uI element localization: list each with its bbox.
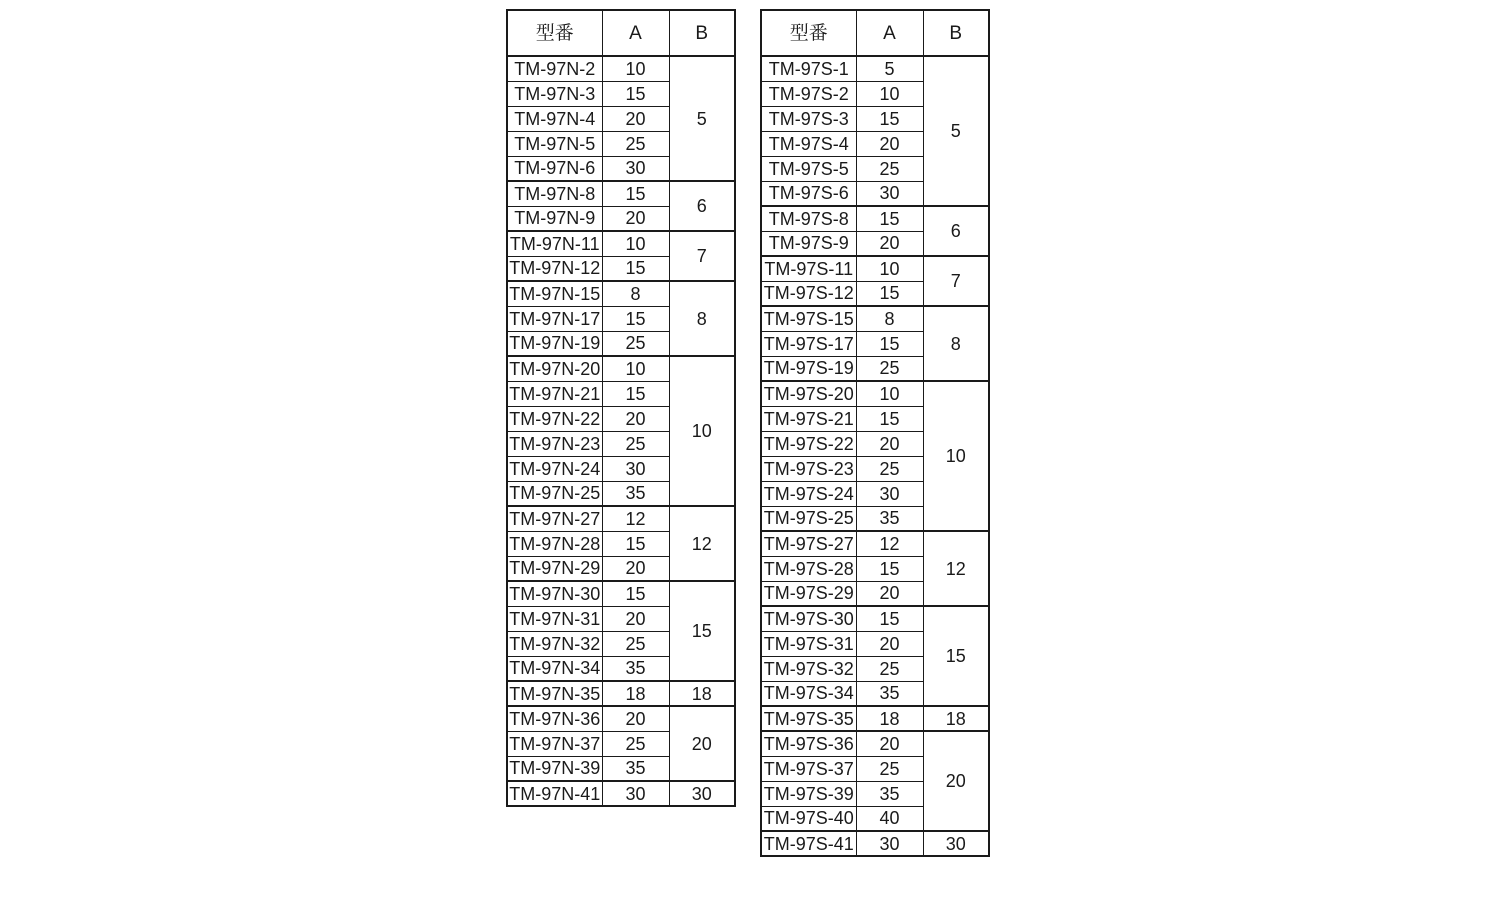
model-number-cell: TM-97N-5 — [507, 131, 602, 156]
model-number-cell: TM-97N-15 — [507, 281, 602, 306]
a-value-cell: 30 — [602, 781, 669, 806]
b-value-cell: 5 — [923, 56, 989, 206]
parts-table-97s — [760, 9, 990, 857]
b-value-cell: 12 — [923, 531, 989, 606]
table-header-row — [507, 10, 735, 56]
parts-table-97n — [506, 9, 736, 807]
model-number-cell: TM-97N-2 — [507, 56, 602, 81]
b-value-cell: 12 — [669, 506, 735, 581]
column-header-model: 型番 — [761, 10, 856, 56]
a-value-cell: 15 — [856, 281, 923, 306]
model-number-cell: TM-97N-21 — [507, 381, 602, 406]
b-value-cell: 18 — [923, 706, 989, 731]
model-number-cell: TM-97S-2 — [761, 81, 856, 106]
model-number-cell: TM-97N-12 — [507, 256, 602, 281]
a-value-cell: 30 — [856, 481, 923, 506]
model-number-cell: TM-97N-32 — [507, 631, 602, 656]
model-number-cell: TM-97S-5 — [761, 156, 856, 181]
model-number-cell: TM-97N-34 — [507, 656, 602, 681]
a-value-cell: 15 — [602, 306, 669, 331]
a-value-cell: 30 — [602, 456, 669, 481]
a-value-cell: 25 — [856, 356, 923, 381]
model-number-cell: TM-97S-31 — [761, 631, 856, 656]
a-value-cell: 35 — [602, 656, 669, 681]
a-value-cell: 20 — [602, 206, 669, 231]
a-value-cell: 15 — [856, 406, 923, 431]
a-value-cell: 15 — [856, 606, 923, 631]
column-header-b: B — [923, 10, 989, 56]
b-value-cell: 30 — [923, 831, 989, 856]
model-number-cell: TM-97S-20 — [761, 381, 856, 406]
table-row — [507, 581, 735, 606]
table-row — [761, 531, 989, 556]
a-value-cell: 18 — [602, 681, 669, 706]
a-value-cell: 30 — [602, 156, 669, 181]
spec-table-tm-97n — [506, 9, 736, 807]
model-number-cell: TM-97S-37 — [761, 756, 856, 781]
a-value-cell: 25 — [856, 656, 923, 681]
model-number-cell: TM-97S-32 — [761, 656, 856, 681]
model-number-cell: TM-97N-31 — [507, 606, 602, 631]
a-value-cell: 15 — [602, 181, 669, 206]
model-number-cell: TM-97S-17 — [761, 331, 856, 356]
a-value-cell: 20 — [856, 631, 923, 656]
b-value-cell: 20 — [923, 731, 989, 831]
a-value-cell: 25 — [856, 156, 923, 181]
a-value-cell: 20 — [602, 706, 669, 731]
a-value-cell: 20 — [856, 581, 923, 606]
model-number-cell: TM-97S-21 — [761, 406, 856, 431]
a-value-cell: 20 — [856, 231, 923, 256]
a-value-cell: 35 — [856, 506, 923, 531]
a-value-cell: 35 — [856, 681, 923, 706]
column-header-model: 型番 — [507, 10, 602, 56]
table-row — [761, 706, 989, 731]
model-number-cell: TM-97N-3 — [507, 81, 602, 106]
a-value-cell: 8 — [602, 281, 669, 306]
model-number-cell: TM-97N-19 — [507, 331, 602, 356]
a-value-cell: 15 — [602, 581, 669, 606]
model-number-cell: TM-97S-25 — [761, 506, 856, 531]
model-number-cell: TM-97N-22 — [507, 406, 602, 431]
model-number-cell: TM-97S-34 — [761, 681, 856, 706]
a-value-cell: 20 — [856, 431, 923, 456]
a-value-cell: 25 — [856, 456, 923, 481]
b-value-cell: 7 — [669, 231, 735, 281]
a-value-cell: 30 — [856, 831, 923, 856]
b-value-cell: 8 — [923, 306, 989, 381]
model-number-cell: TM-97N-20 — [507, 356, 602, 381]
column-header-a: A — [602, 10, 669, 56]
a-value-cell: 20 — [602, 406, 669, 431]
a-value-cell: 12 — [856, 531, 923, 556]
a-value-cell: 25 — [602, 431, 669, 456]
model-number-cell: TM-97S-28 — [761, 556, 856, 581]
model-number-cell: TM-97N-41 — [507, 781, 602, 806]
model-number-cell: TM-97S-19 — [761, 356, 856, 381]
table-row — [507, 781, 735, 806]
table-header-row — [761, 10, 989, 56]
a-value-cell: 15 — [856, 331, 923, 356]
model-number-cell: TM-97S-15 — [761, 306, 856, 331]
table-row — [507, 181, 735, 206]
model-number-cell: TM-97S-3 — [761, 106, 856, 131]
table-row — [507, 681, 735, 706]
b-value-cell: 6 — [923, 206, 989, 256]
table-row — [761, 256, 989, 281]
b-value-cell: 30 — [669, 781, 735, 806]
a-value-cell: 15 — [602, 256, 669, 281]
model-number-cell: TM-97S-27 — [761, 531, 856, 556]
table-row — [507, 506, 735, 531]
model-number-cell: TM-97S-35 — [761, 706, 856, 731]
model-number-cell: TM-97S-9 — [761, 231, 856, 256]
model-number-cell: TM-97S-6 — [761, 181, 856, 206]
table-row — [761, 56, 989, 81]
table-row — [507, 281, 735, 306]
a-value-cell: 10 — [856, 256, 923, 281]
table-row — [507, 231, 735, 256]
a-value-cell: 30 — [856, 181, 923, 206]
a-value-cell: 12 — [602, 506, 669, 531]
b-value-cell: 20 — [669, 706, 735, 781]
model-number-cell: TM-97N-11 — [507, 231, 602, 256]
model-number-cell: TM-97N-23 — [507, 431, 602, 456]
a-value-cell: 25 — [602, 131, 669, 156]
a-value-cell: 10 — [602, 231, 669, 256]
model-number-cell: TM-97N-24 — [507, 456, 602, 481]
table-row — [507, 56, 735, 81]
a-value-cell: 25 — [856, 756, 923, 781]
model-number-cell: TM-97S-11 — [761, 256, 856, 281]
model-number-cell: TM-97S-40 — [761, 806, 856, 831]
model-number-cell: TM-97S-41 — [761, 831, 856, 856]
a-value-cell: 35 — [602, 756, 669, 781]
b-value-cell: 10 — [669, 356, 735, 506]
a-value-cell: 15 — [602, 381, 669, 406]
model-number-cell: TM-97N-17 — [507, 306, 602, 331]
a-value-cell: 25 — [602, 631, 669, 656]
model-number-cell: TM-97N-9 — [507, 206, 602, 231]
model-number-cell: TM-97N-39 — [507, 756, 602, 781]
b-value-cell: 15 — [669, 581, 735, 681]
a-value-cell: 25 — [602, 731, 669, 756]
b-value-cell: 8 — [669, 281, 735, 356]
a-value-cell: 10 — [602, 56, 669, 81]
table-row — [761, 731, 989, 756]
model-number-cell: TM-97S-30 — [761, 606, 856, 631]
a-value-cell: 15 — [856, 106, 923, 131]
b-value-cell: 18 — [669, 681, 735, 706]
spec-table-tm-97s — [760, 9, 990, 857]
b-value-cell: 10 — [923, 381, 989, 531]
a-value-cell: 35 — [602, 481, 669, 506]
model-number-cell: TM-97N-36 — [507, 706, 602, 731]
a-value-cell: 40 — [856, 806, 923, 831]
model-number-cell: TM-97N-28 — [507, 531, 602, 556]
model-number-cell: TM-97N-6 — [507, 156, 602, 181]
model-number-cell: TM-97N-8 — [507, 181, 602, 206]
a-value-cell: 15 — [856, 206, 923, 231]
a-value-cell: 10 — [856, 81, 923, 106]
b-value-cell: 7 — [923, 256, 989, 306]
b-value-cell: 15 — [923, 606, 989, 706]
table-row — [507, 706, 735, 731]
table-row — [761, 306, 989, 331]
model-number-cell: TM-97S-29 — [761, 581, 856, 606]
model-number-cell: TM-97S-23 — [761, 456, 856, 481]
model-number-cell: TM-97N-29 — [507, 556, 602, 581]
a-value-cell: 10 — [602, 356, 669, 381]
a-value-cell: 20 — [602, 606, 669, 631]
model-number-cell: TM-97S-36 — [761, 731, 856, 756]
a-value-cell: 15 — [602, 531, 669, 556]
model-number-cell: TM-97S-22 — [761, 431, 856, 456]
b-value-cell: 6 — [669, 181, 735, 231]
model-number-cell: TM-97N-25 — [507, 481, 602, 506]
model-number-cell: TM-97S-12 — [761, 281, 856, 306]
a-value-cell: 20 — [602, 106, 669, 131]
a-value-cell: 15 — [856, 556, 923, 581]
table-row — [761, 606, 989, 631]
model-number-cell: TM-97S-24 — [761, 481, 856, 506]
a-value-cell: 35 — [856, 781, 923, 806]
model-number-cell: TM-97S-8 — [761, 206, 856, 231]
a-value-cell: 25 — [602, 331, 669, 356]
b-value-cell: 5 — [669, 56, 735, 181]
table-row — [761, 206, 989, 231]
model-number-cell: TM-97N-35 — [507, 681, 602, 706]
a-value-cell: 15 — [602, 81, 669, 106]
model-number-cell: TM-97N-27 — [507, 506, 602, 531]
table-row — [761, 831, 989, 856]
a-value-cell: 10 — [856, 381, 923, 406]
a-value-cell: 20 — [856, 731, 923, 756]
a-value-cell: 20 — [602, 556, 669, 581]
model-number-cell: TM-97N-30 — [507, 581, 602, 606]
column-header-a: A — [856, 10, 923, 56]
model-number-cell: TM-97N-37 — [507, 731, 602, 756]
table-row — [507, 356, 735, 381]
model-number-cell: TM-97S-4 — [761, 131, 856, 156]
model-number-cell: TM-97S-1 — [761, 56, 856, 81]
a-value-cell: 20 — [856, 131, 923, 156]
model-number-cell: TM-97S-39 — [761, 781, 856, 806]
a-value-cell: 8 — [856, 306, 923, 331]
a-value-cell: 5 — [856, 56, 923, 81]
column-header-b: B — [669, 10, 735, 56]
table-row — [761, 381, 989, 406]
model-number-cell: TM-97N-4 — [507, 106, 602, 131]
a-value-cell: 18 — [856, 706, 923, 731]
